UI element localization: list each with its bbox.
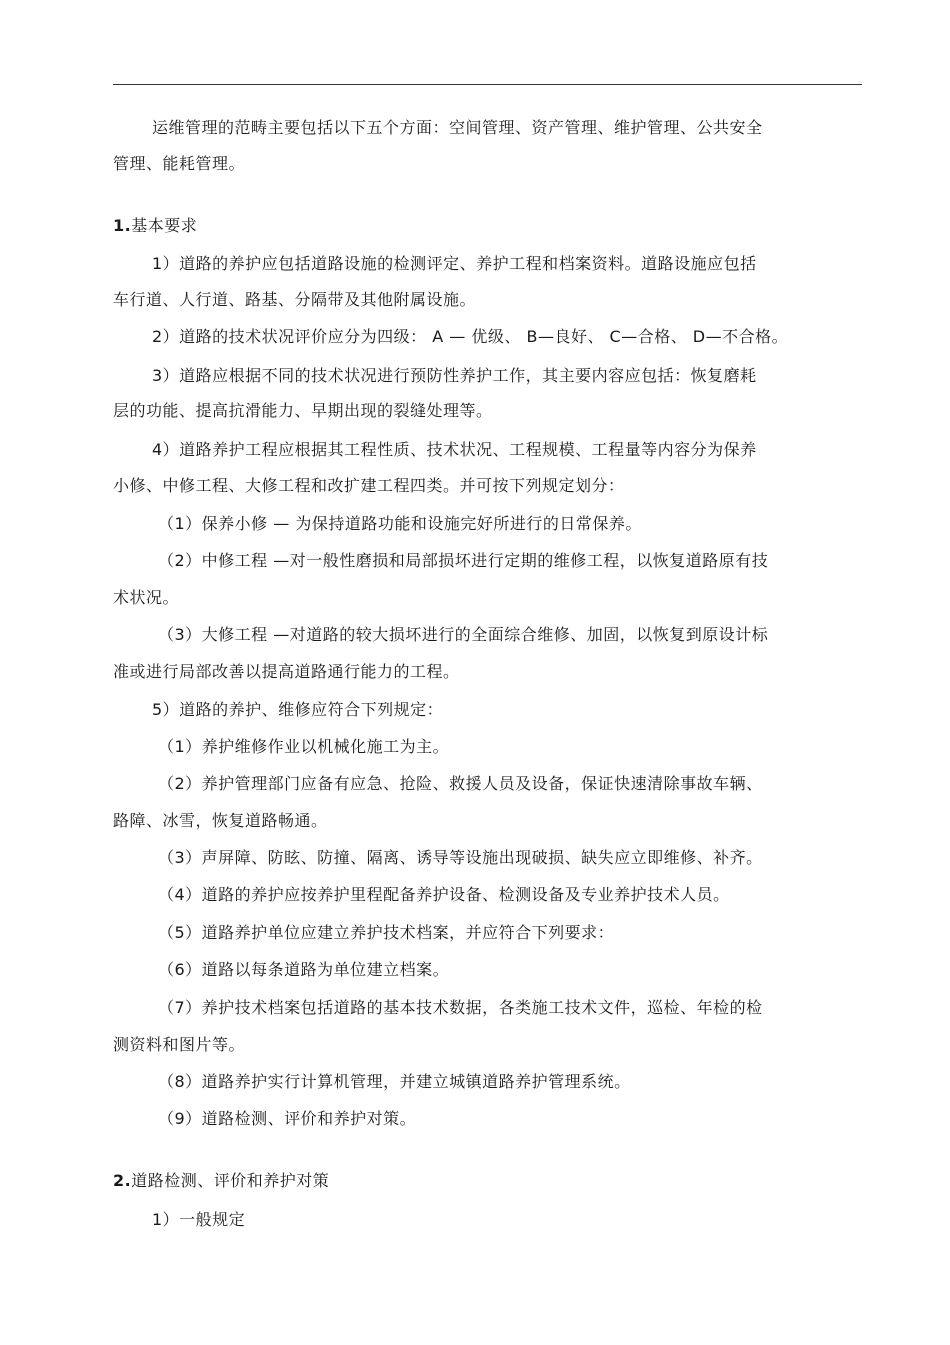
- paragraph-line: 车行道、人行道、路基、分隔带及其他附属设施。: [113, 290, 477, 309]
- intro-line-2: 管理、能耗管理。: [113, 154, 246, 173]
- section-2-number: 2.: [113, 1171, 132, 1190]
- paragraph-line: （1）养护维修作业以机械化施工为主。: [158, 737, 450, 756]
- paragraph-line: 层的功能、提高抗滑能力、早期出现的裂缝处理等。: [113, 401, 493, 420]
- paragraph-line: 5）道路的养护、维修应符合下列规定：: [152, 700, 444, 719]
- paragraph-line: （7）养护技术档案包括道路的基本技术数据，各类施工技术文件，巡检、年检的检: [158, 998, 763, 1017]
- section-1-title: 基本要求: [131, 216, 198, 235]
- paragraph-line: （3）大修工程 —对道路的较大损坏进行的全面综合维修、加固，以恢复到原设计标: [158, 625, 769, 644]
- section-2-heading: [113, 1170, 329, 1192]
- intro-line-1: 运维管理的范畴主要包括以下五个方面：空间管理、资产管理、维护管理、公共安全: [152, 118, 763, 137]
- paragraph-line: （3）声屏障、防眩、防撞、隔离、诱导等设施出现破损、缺失应立即维修、补齐。: [158, 848, 763, 867]
- paragraph-line: 路障、冰雪，恢复道路畅通。: [113, 811, 328, 830]
- paragraph-line: 1）一般规定: [152, 1210, 246, 1229]
- paragraph-line: 4）道路养护工程应根据其工程性质、技术状况、工程规模、工程量等内容分为保养: [152, 440, 757, 459]
- paragraph-line: （6）道路以每条道路为单位建立档案。: [158, 960, 450, 979]
- paragraph-line: 术状况。: [113, 588, 180, 607]
- header-rule: [113, 84, 862, 85]
- paragraph-line: 测资料和图片等。: [113, 1035, 246, 1054]
- paragraph-line: 准或进行局部改善以提高道路通行能力的工程。: [113, 662, 460, 681]
- paragraph-line: （1）保养小修 — 为保持道路功能和设施完好所进行的日常保养。: [158, 514, 642, 533]
- paragraph-line: 2）道路的技术状况评价应分为四级： A — 优级、 B—良好、 C—合格、 D—不合格。: [152, 327, 789, 346]
- paragraph-line: 3）道路应根据不同的技术状况进行预防性养护工作，其主要内容应包括：恢复磨耗: [152, 366, 757, 385]
- paragraph-line: （2）养护管理部门应备有应急、抢险、救援人员及设备，保证快速清除事故车辆、: [158, 774, 763, 793]
- section-1-number: 1.: [113, 216, 132, 235]
- paragraph-line: （9）道路检测、评价和养护对策。: [158, 1109, 417, 1128]
- paragraph-line: 小修、中修工程、大修工程和改扩建工程四类。并可按下列规定划分：: [113, 476, 625, 495]
- paragraph-line: 1）道路的养护应包括道路设施的检测评定、养护工程和档案资料。道路设施应包括: [152, 254, 757, 273]
- section-2-title: 道路检测、评价和养护对策: [131, 1171, 330, 1190]
- paragraph-line: （5）道路养护单位应建立养护技术档案，并应符合下列要求：: [158, 923, 615, 942]
- paragraph-line: （4）道路的养护应按养护里程配备养护设备、检测设备及专业养护技术人员。: [158, 885, 730, 904]
- section-1-heading: [113, 215, 197, 237]
- paragraph-line: （2）中修工程 —对一般性磨损和局部损坏进行定期的维修工程，以恢复道路原有技: [158, 551, 769, 570]
- paragraph-line: （8）道路养护实行计算机管理，并建立城镇道路养护管理系统。: [158, 1072, 631, 1091]
